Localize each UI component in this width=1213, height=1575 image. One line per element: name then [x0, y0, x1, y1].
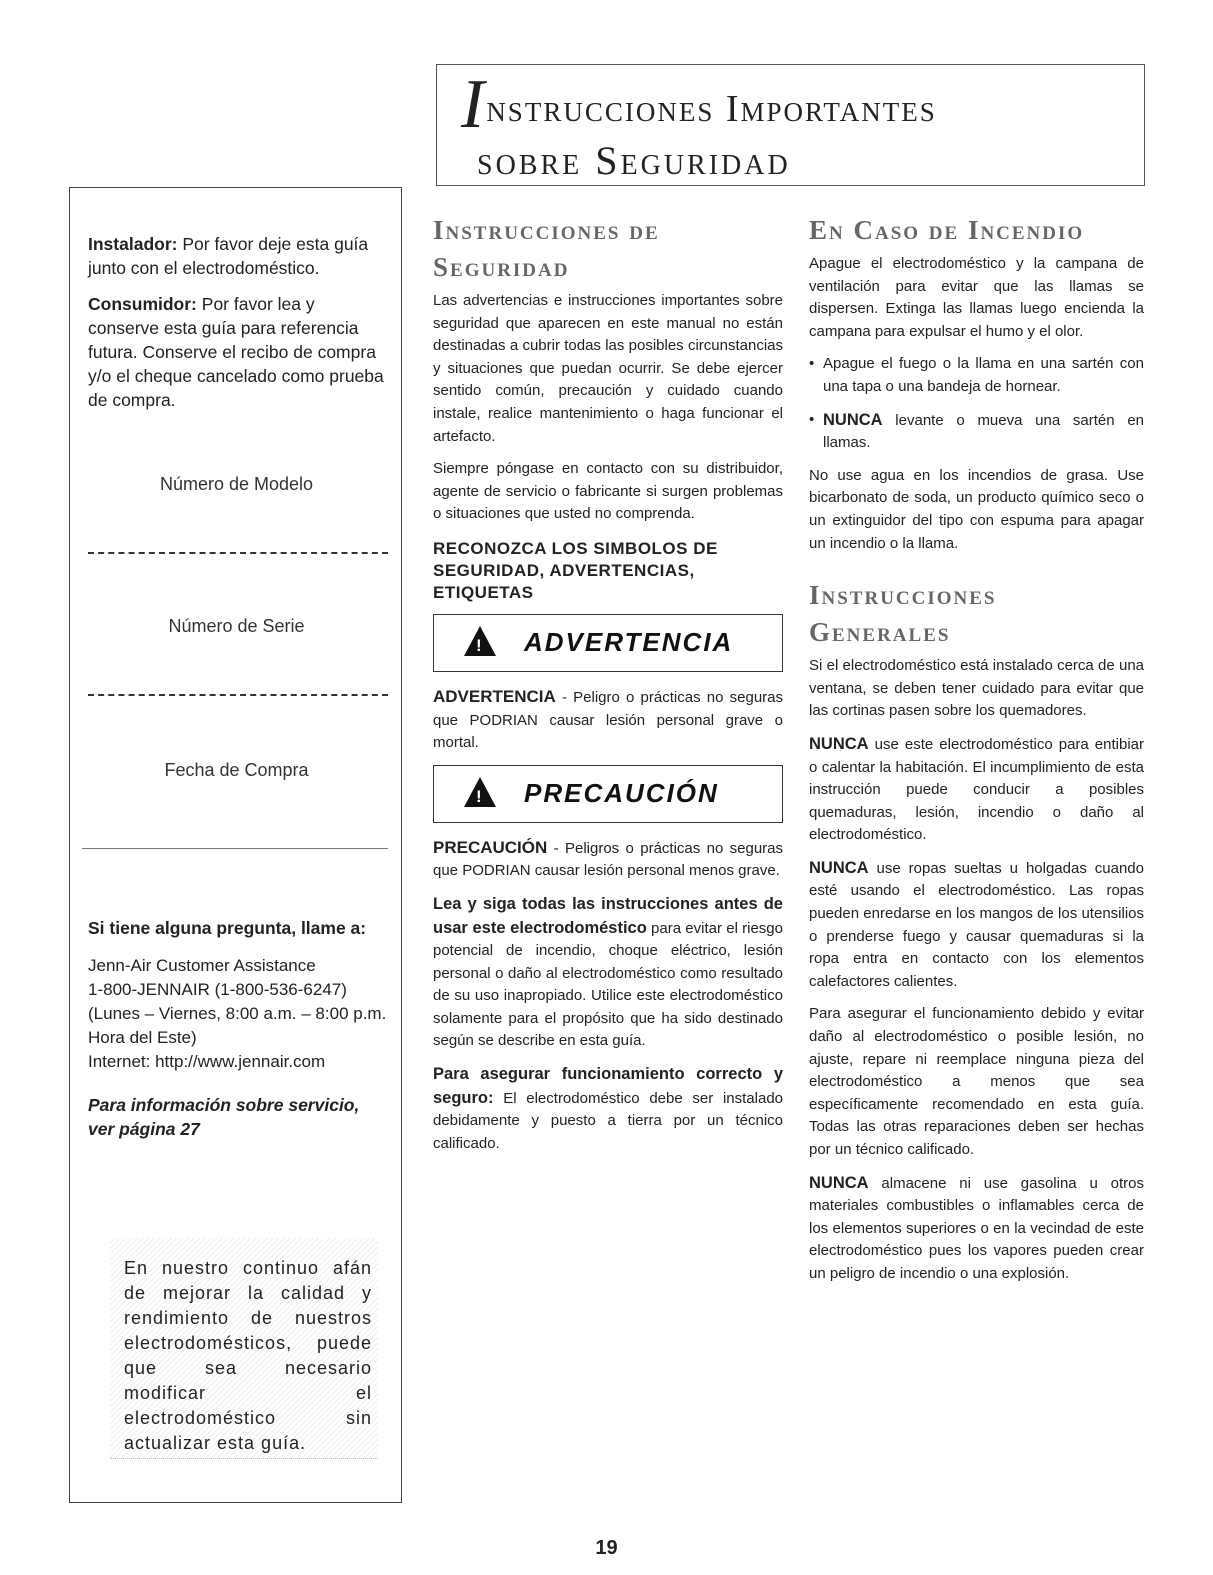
contact-name: Jenn-Air Customer Assistance — [88, 956, 316, 975]
section-heading-fire: En Caso de Incendio — [809, 215, 1085, 245]
contact-website: Internet: http://www.jennair.com — [88, 1052, 326, 1071]
purchase-date-line — [82, 848, 388, 849]
section-heading-general: Instrucciones Generales — [809, 580, 997, 648]
sidebar — [69, 187, 402, 1503]
section-heading-safety: Instrucciones de Seguridad — [433, 215, 660, 282]
warning-box-label: ADVERTENCIA — [524, 626, 734, 657]
service-note: Para información sobre servicio, ver página 27 — [88, 1095, 360, 1139]
title-box — [436, 64, 1145, 186]
page-title-line2: sobre Seguridad — [477, 138, 791, 183]
symbols-heading: RECONOZCA LOS SIMBOLOS DE SEGURIDAD, ADVERTENCIAS, ETIQUETAS — [433, 538, 718, 602]
general-paragraph-1: Si el electrodoméstico está instalado cerca de una ventana, se deben tener cuidado para evitar que las cortinas pasen sobre los quemadores. — [809, 657, 1144, 720]
installer-note: Instalador: Por favor deje esta guía junto con el electrodoméstico. — [88, 234, 369, 278]
exclamation-icon: ! — [476, 635, 482, 655]
fire-bullet-1: • Apague el fuego o la llama en una sartén con una tapa o una bandeja de hornear. — [809, 353, 1144, 398]
page-number: 19 — [595, 1537, 618, 1559]
notice-text: En nuestro continuo afán de mejorar la calidad y rendimiento de nuestros electrodomésticos, puede que sea necesario modificar el electrodoméstico sin actualizar esta guía. — [124, 1258, 372, 1453]
exclamation-icon: ! — [476, 786, 482, 806]
model-number-label: Número de Modelo — [159, 474, 314, 494]
page-title-line1: Instrucciones Importantes — [461, 66, 937, 143]
general-paragraph-3: NUNCA use ropas sueltas u holgadas cuando esté usando el electrodoméstico. Las ropas pueden enredarse en los mangos de los utensilios o prenderse fuego y causar quemaduras si la ropa entra en contacto con los elementos calefactores calientes. — [809, 858, 1144, 990]
read-instructions-paragraph: Lea y siga todas las instrucciones antes de usar este electrodoméstico para evitar el riesgo potencial de incendio, choque eléctrico, lesión personal o daño al electrodoméstico como resultado de su uso inapropiado. Utilice este electrodoméstico solamente para el propósito que ha sido destinado según se describe en esta guía. — [433, 894, 783, 1050]
caution-box-label: PRECAUCIÓN — [524, 777, 719, 808]
contact-info — [88, 954, 388, 1074]
contact-hours: (Lunes – Viernes, 8:00 a.m. – 8:00 p.m. Hora del Este) — [88, 1004, 387, 1047]
column-fire-general — [809, 212, 1144, 1296]
fire-paragraph-1: Apague el electrodoméstico y la campana de ventilación para evitar que las llamas se dispersen. Extinga las llamas luego encienda la campana para expulsar el humo y el olor. — [809, 255, 1144, 340]
contact-phone: 1-800-JENNAIR (1-800-536-6247) — [88, 980, 347, 999]
ensure-operation-paragraph: Para asegurar funcionamiento correcto y seguro: El electrodoméstico debe ser instalado debidamente y puesto a tierra por un técnico calificado. — [433, 1065, 783, 1152]
questions-heading: Si tiene alguna pregunta, llame a: — [88, 918, 367, 938]
safety-paragraph-1: Las advertencias e instrucciones importantes sobre seguridad que aparecen en este manual no están destinadas a cubrir todas las posibles circunstancias y situaciones que puedan ocurrir. Se debe ejercer sentido común, precaución y cuidado cuando instale, realice mantenimiento o haga funcionar el artefacto. — [433, 292, 783, 445]
fire-bullet-2: • NUNCA levante o mueva una sartén en llamas. — [809, 409, 1144, 455]
general-paragraph-4: Para asegurar el funcionamiento debido y evitar daño al electrodoméstico o posible lesión, no ajuste, repare ni reemplace ninguna pieza del electrodoméstico a menos que sea específicamente recomendado en esta guía. Todas las otras reparaciones deben ser hechas por un técnico calificado. — [809, 1005, 1144, 1158]
serial-number-line — [88, 694, 388, 696]
general-paragraph-5: NUNCA almacene ni use gasolina u otros materiales combustibles o inflamables cerca de los elementos superiores o en la vecindad de este electrodoméstico pues los vapores pueden crear un peligro de incendio o una explosión. — [809, 1173, 1144, 1282]
model-number-line — [88, 552, 388, 554]
caution-box — [433, 765, 783, 823]
notice-box — [110, 1238, 378, 1459]
safety-paragraph-2: Siempre póngase en contacto con su distribuidor, agente de servicio o fabricante si surgen problemas o situaciones que usted no comprenda. — [433, 460, 783, 523]
column-safety — [433, 212, 783, 1165]
consumer-note: Consumidor: Por favor lea y conserve esta guía para referencia futura. Conserve el recibo de compra y/o el cheque cancelado como prueba de compra. — [88, 294, 384, 410]
purchase-date-label: Fecha de Compra — [164, 760, 309, 780]
caution-definition: PRECAUCIÓN - Peligros o prácticas no seguras que PODRIAN causar lesión personal menos grave. — [433, 837, 783, 880]
warning-definition: ADVERTENCIA - Peligro o prácticas no seguras que PODRIAN causar lesión personal grave o mortal. — [433, 686, 783, 752]
general-paragraph-2: NUNCA use este electrodoméstico para entibiar o calentar la habitación. El incumplimiento de esta instrucción puede conducir a posibles quemaduras, lesión, incendio o daño al electrodoméstico. — [809, 734, 1144, 844]
fire-paragraph-2: No use agua en los incendios de grasa. Use bicarbonato de soda, un producto químico seco o un extinguidor del tipo con espuma para apagar un incendio o la llama. — [809, 466, 1144, 552]
serial-number-label: Número de Serie — [168, 616, 305, 636]
warning-box — [433, 614, 783, 672]
